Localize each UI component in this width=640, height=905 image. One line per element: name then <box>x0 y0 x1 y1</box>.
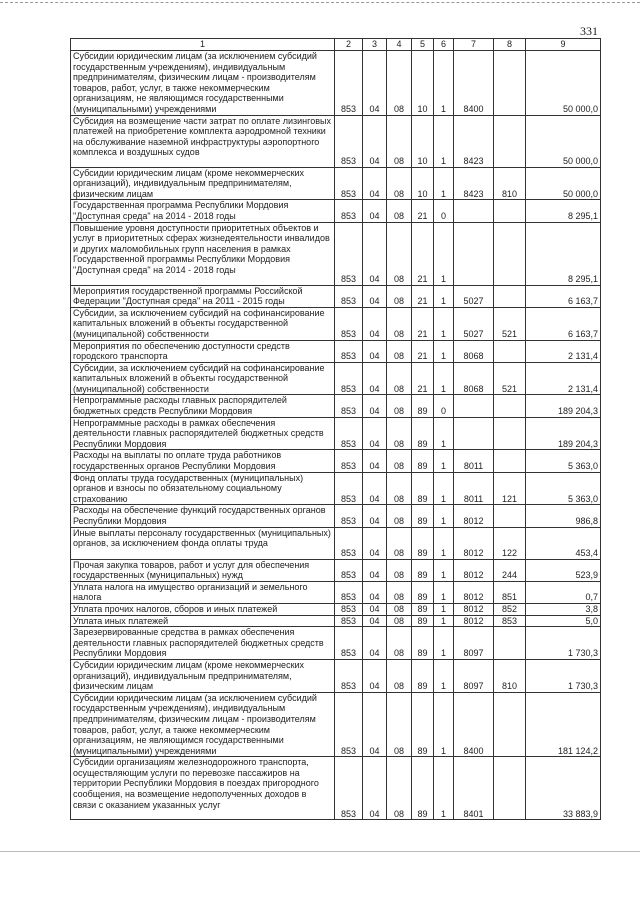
subprogram-cell: 0 <box>434 395 454 417</box>
program-cell: 21 <box>412 307 434 340</box>
table-row <box>71 417 601 450</box>
table-row <box>71 307 601 340</box>
expense-type-cell: 521 <box>494 362 526 395</box>
subprogram-cell: 1 <box>434 527 454 559</box>
code-cell: 853 <box>335 51 363 116</box>
amount-cell: 189 204,3 <box>526 417 601 450</box>
target-article-cell: 8011 <box>454 450 494 472</box>
row-name-cell: Уплата иных платежей <box>71 615 335 627</box>
row-name-cell: Иные выплаты персоналу государственных (муниципальных) органов, за исключением фонда оплаты труда <box>71 527 335 559</box>
program-cell: 89 <box>412 559 434 581</box>
bottom-border-line <box>0 851 640 852</box>
row-name-cell: Субсидии юридическим лицам (кроме некоммерческих организаций), индивидуальным предпринимателям, физическим лицам <box>71 659 335 692</box>
section-cell: 04 <box>363 505 387 527</box>
target-article-cell: 8012 <box>454 527 494 559</box>
section-cell: 04 <box>363 200 387 222</box>
budget-table <box>70 38 601 820</box>
program-cell: 21 <box>412 285 434 307</box>
amount-cell: 523,9 <box>526 559 601 581</box>
code-cell: 853 <box>335 450 363 472</box>
subsection-cell: 08 <box>387 615 412 627</box>
header-cell: 8 <box>494 39 526 51</box>
row-name-cell: Субсидии, за исключением субсидий на софинансирование капитальных вложений в объекты государственной (муниципальной) собственности <box>71 307 335 340</box>
subprogram-cell: 1 <box>434 692 454 757</box>
amount-cell: 6 163,7 <box>526 307 601 340</box>
code-cell: 853 <box>335 757 363 820</box>
table-row <box>71 559 601 581</box>
code-cell: 853 <box>335 559 363 581</box>
expense-type-cell <box>494 285 526 307</box>
subsection-cell: 08 <box>387 417 412 450</box>
code-cell: 853 <box>335 627 363 660</box>
expense-type-cell: 244 <box>494 559 526 581</box>
target-article-cell: 8012 <box>454 505 494 527</box>
section-cell: 04 <box>363 659 387 692</box>
row-name-cell: Субсидии юридическим лицам (за исключением субсидий государственным учреждениям), индивидуальным предпринимателям, физическим лицам - производителям товаров, работ, услуг, в также некоммерческим организациям, не являющимся государственными (муниципальными) учреждениями <box>71 51 335 116</box>
section-cell: 04 <box>363 222 387 285</box>
program-cell: 89 <box>412 450 434 472</box>
header-cell: 3 <box>363 39 387 51</box>
program-cell: 89 <box>412 395 434 417</box>
target-article-cell: 8068 <box>454 340 494 362</box>
subprogram-cell: 1 <box>434 627 454 660</box>
subsection-cell: 08 <box>387 167 412 200</box>
target-article-cell <box>454 200 494 222</box>
code-cell: 853 <box>335 362 363 395</box>
table-row <box>71 222 601 285</box>
table-body <box>71 51 601 820</box>
section-cell: 04 <box>363 167 387 200</box>
code-cell: 853 <box>335 395 363 417</box>
row-name-cell: Уплата налога на имущество организаций и земельного налога <box>71 581 335 603</box>
amount-cell: 2 131,4 <box>526 340 601 362</box>
expense-type-cell <box>494 200 526 222</box>
program-cell: 89 <box>412 615 434 627</box>
amount-cell: 181 124,2 <box>526 692 601 757</box>
table-row <box>71 285 601 307</box>
expense-type-cell: 851 <box>494 581 526 603</box>
subsection-cell: 08 <box>387 472 412 505</box>
section-cell: 04 <box>363 307 387 340</box>
table-row <box>71 615 601 627</box>
amount-cell: 33 883,9 <box>526 757 601 820</box>
program-cell: 89 <box>412 505 434 527</box>
subprogram-cell: 1 <box>434 307 454 340</box>
amount-cell: 50 000,0 <box>526 167 601 200</box>
target-article-cell: 5027 <box>454 307 494 340</box>
header-cell: 6 <box>434 39 454 51</box>
header-cell: 9 <box>526 39 601 51</box>
target-article-cell: 8012 <box>454 559 494 581</box>
target-article-cell: 8012 <box>454 615 494 627</box>
target-article-cell: 8097 <box>454 627 494 660</box>
expense-type-cell <box>494 222 526 285</box>
program-cell: 89 <box>412 627 434 660</box>
subprogram-cell: 1 <box>434 417 454 450</box>
code-cell: 853 <box>335 115 363 167</box>
row-name-cell: Расходы на обеспечение функций государственных органов Республики Мордовия <box>71 505 335 527</box>
program-cell: 89 <box>412 659 434 692</box>
header-cell: 7 <box>454 39 494 51</box>
subprogram-cell: 1 <box>434 340 454 362</box>
row-name-cell: Непрограммные расходы главных распорядителей бюджетных средств Республики Мордовия <box>71 395 335 417</box>
table-row <box>71 627 601 660</box>
program-cell: 89 <box>412 757 434 820</box>
amount-cell: 5,0 <box>526 615 601 627</box>
row-name-cell: Мероприятия государственной программы Российской Федерации "Доступная среда" на 2011 - 2015 годы <box>71 285 335 307</box>
section-cell: 04 <box>363 615 387 627</box>
subprogram-cell: 1 <box>434 581 454 603</box>
header-row <box>71 39 601 51</box>
subsection-cell: 08 <box>387 757 412 820</box>
program-cell: 10 <box>412 51 434 116</box>
expense-type-cell: 121 <box>494 472 526 505</box>
program-cell: 89 <box>412 692 434 757</box>
table-row <box>71 692 601 757</box>
row-name-cell: Расходы на выплаты по оплате труда работников государственных органов Республики Мордовия <box>71 450 335 472</box>
program-cell: 89 <box>412 472 434 505</box>
top-border-line <box>0 2 640 3</box>
target-article-cell: 8012 <box>454 603 494 615</box>
row-name-cell: Фонд оплаты труда государственных (муниципальных) органов и взносы по обязательному социальному страхованию <box>71 472 335 505</box>
subprogram-cell: 1 <box>434 603 454 615</box>
header-cell: 5 <box>412 39 434 51</box>
program-cell: 21 <box>412 340 434 362</box>
subsection-cell: 08 <box>387 285 412 307</box>
amount-cell: 50 000,0 <box>526 51 601 116</box>
subsection-cell: 08 <box>387 307 412 340</box>
code-cell: 853 <box>335 285 363 307</box>
section-cell: 04 <box>363 603 387 615</box>
subprogram-cell: 0 <box>434 200 454 222</box>
subsection-cell: 08 <box>387 340 412 362</box>
table-row <box>71 200 601 222</box>
subprogram-cell: 1 <box>434 472 454 505</box>
table-row <box>71 757 601 820</box>
subsection-cell: 08 <box>387 627 412 660</box>
row-name-cell: Субсидии юридическим лицам (за исключением субсидий государственным учреждениям), индивидуальным предпринимателям, физическим лицам - производителям товаров, работ, услуг, а также некоммерческим организациям, не являющимся государственными (муниципальными) учреждениями <box>71 692 335 757</box>
subprogram-cell: 1 <box>434 285 454 307</box>
code-cell: 853 <box>335 167 363 200</box>
expense-type-cell <box>494 417 526 450</box>
section-cell: 04 <box>363 627 387 660</box>
target-article-cell <box>454 395 494 417</box>
code-cell: 853 <box>335 417 363 450</box>
subprogram-cell: 1 <box>434 559 454 581</box>
expense-type-cell <box>494 450 526 472</box>
subprogram-cell: 1 <box>434 757 454 820</box>
subprogram-cell: 1 <box>434 51 454 116</box>
target-article-cell: 8068 <box>454 362 494 395</box>
header-cell: 2 <box>335 39 363 51</box>
header-cell: 4 <box>387 39 412 51</box>
row-name-cell: Государственная программа Республики Мордовия "Доступная среда" на 2014 - 2018 годы <box>71 200 335 222</box>
subsection-cell: 08 <box>387 362 412 395</box>
section-cell: 04 <box>363 527 387 559</box>
section-cell: 04 <box>363 417 387 450</box>
program-cell: 10 <box>412 167 434 200</box>
target-article-cell: 8423 <box>454 115 494 167</box>
table-row <box>71 115 601 167</box>
subprogram-cell: 1 <box>434 362 454 395</box>
expense-type-cell <box>494 51 526 116</box>
row-name-cell: Прочая закупка товаров, работ и услуг для обеспечения государственных (муниципальных) нужд <box>71 559 335 581</box>
expense-type-cell: 122 <box>494 527 526 559</box>
expense-type-cell <box>494 692 526 757</box>
section-cell: 04 <box>363 51 387 116</box>
row-name-cell: Мероприятия по обеспечению доступности средств городского транспорта <box>71 340 335 362</box>
table-row <box>71 362 601 395</box>
section-cell: 04 <box>363 757 387 820</box>
target-article-cell: 8012 <box>454 581 494 603</box>
header-cell: 1 <box>71 39 335 51</box>
subsection-cell: 08 <box>387 450 412 472</box>
section-cell: 04 <box>363 692 387 757</box>
expense-type-cell: 810 <box>494 659 526 692</box>
target-article-cell: 8401 <box>454 757 494 820</box>
program-cell: 21 <box>412 362 434 395</box>
program-cell: 89 <box>412 603 434 615</box>
section-cell: 04 <box>363 115 387 167</box>
expense-type-cell <box>494 340 526 362</box>
row-name-cell: Субсидии, за исключением субсидий на софинансирование капитальных вложений в объекты государственной (муниципальной) собственности <box>71 362 335 395</box>
amount-cell: 3,8 <box>526 603 601 615</box>
expense-type-cell <box>494 115 526 167</box>
subsection-cell: 08 <box>387 222 412 285</box>
amount-cell: 0,7 <box>526 581 601 603</box>
amount-cell: 8 295,1 <box>526 200 601 222</box>
subsection-cell: 08 <box>387 51 412 116</box>
program-cell: 89 <box>412 417 434 450</box>
program-cell: 89 <box>412 527 434 559</box>
expense-type-cell <box>494 757 526 820</box>
section-cell: 04 <box>363 395 387 417</box>
subsection-cell: 08 <box>387 559 412 581</box>
table-row <box>71 527 601 559</box>
expense-type-cell <box>494 505 526 527</box>
code-cell: 853 <box>335 615 363 627</box>
target-article-cell: 8400 <box>454 692 494 757</box>
target-article-cell: 8423 <box>454 167 494 200</box>
section-cell: 04 <box>363 362 387 395</box>
code-cell: 853 <box>335 505 363 527</box>
expense-type-cell <box>494 627 526 660</box>
subsection-cell: 08 <box>387 527 412 559</box>
table-row <box>71 450 601 472</box>
row-name-cell: Непрограммные расходы в рамках обеспечения деятельности главных распорядителей бюджетных средств Республики Мордовия <box>71 417 335 450</box>
code-cell: 853 <box>335 307 363 340</box>
target-article-cell: 5027 <box>454 285 494 307</box>
table-row <box>71 167 601 200</box>
section-cell: 04 <box>363 472 387 505</box>
subsection-cell: 08 <box>387 581 412 603</box>
subprogram-cell: 1 <box>434 505 454 527</box>
subsection-cell: 08 <box>387 200 412 222</box>
section-cell: 04 <box>363 340 387 362</box>
subprogram-cell: 1 <box>434 615 454 627</box>
code-cell: 853 <box>335 200 363 222</box>
expense-type-cell: 852 <box>494 603 526 615</box>
row-name-cell: Субсидии организациям железнодорожного транспорта, осуществляющим услуги по перевозке пассажиров на территории Республики Мордовия в поездах пригородного сообщения, на возмещение недополученных доходов в связи с оказанием указанных услуг <box>71 757 335 820</box>
subsection-cell: 08 <box>387 659 412 692</box>
table-row <box>71 505 601 527</box>
code-cell: 853 <box>335 659 363 692</box>
code-cell: 853 <box>335 222 363 285</box>
table-row <box>71 395 601 417</box>
table-row <box>71 472 601 505</box>
row-name-cell: Субсидии юридическим лицам (кроме некоммерческих организаций), индивидуальным предпринимателям, физическим лицам <box>71 167 335 200</box>
section-cell: 04 <box>363 285 387 307</box>
subprogram-cell: 1 <box>434 167 454 200</box>
subprogram-cell: 1 <box>434 115 454 167</box>
code-cell: 853 <box>335 603 363 615</box>
target-article-cell: 8097 <box>454 659 494 692</box>
expense-type-cell <box>494 395 526 417</box>
target-article-cell: 8400 <box>454 51 494 116</box>
amount-cell: 2 131,4 <box>526 362 601 395</box>
subprogram-cell: 1 <box>434 222 454 285</box>
subsection-cell: 08 <box>387 603 412 615</box>
subsection-cell: 08 <box>387 505 412 527</box>
target-article-cell: 8011 <box>454 472 494 505</box>
table-row <box>71 340 601 362</box>
page-number: 331 <box>580 24 598 38</box>
subsection-cell: 08 <box>387 395 412 417</box>
section-cell: 04 <box>363 581 387 603</box>
subsection-cell: 08 <box>387 115 412 167</box>
table-row <box>71 659 601 692</box>
program-cell: 21 <box>412 200 434 222</box>
table-row <box>71 581 601 603</box>
code-cell: 853 <box>335 340 363 362</box>
expense-type-cell: 810 <box>494 167 526 200</box>
amount-cell: 1 730,3 <box>526 659 601 692</box>
row-name-cell: Зарезервированные средства в рамках обеспечения деятельности главных распорядителей бюджетных средств Республики Мордовия <box>71 627 335 660</box>
amount-cell: 1 730,3 <box>526 627 601 660</box>
amount-cell: 189 204,3 <box>526 395 601 417</box>
code-cell: 853 <box>335 692 363 757</box>
target-article-cell <box>454 417 494 450</box>
amount-cell: 6 163,7 <box>526 285 601 307</box>
program-cell: 21 <box>412 222 434 285</box>
section-cell: 04 <box>363 450 387 472</box>
code-cell: 853 <box>335 527 363 559</box>
amount-cell: 453,4 <box>526 527 601 559</box>
amount-cell: 986,8 <box>526 505 601 527</box>
expense-type-cell: 853 <box>494 615 526 627</box>
amount-cell: 5 363,0 <box>526 472 601 505</box>
row-name-cell: Уплата прочих налогов, сборов и иных платежей <box>71 603 335 615</box>
row-name-cell: Повышение уровня доступности приоритетных объектов и услуг в приоритетных сферах жизнедеятельности инвалидов и других маломобильных групп населения в рамках Государственной программы Республики Мордовия "Доступная среда" на 2014 - 2018 годы <box>71 222 335 285</box>
amount-cell: 50 000,0 <box>526 115 601 167</box>
program-cell: 89 <box>412 581 434 603</box>
table-row <box>71 51 601 116</box>
subprogram-cell: 1 <box>434 659 454 692</box>
code-cell: 853 <box>335 472 363 505</box>
section-cell: 04 <box>363 559 387 581</box>
expense-type-cell: 521 <box>494 307 526 340</box>
program-cell: 10 <box>412 115 434 167</box>
amount-cell: 5 363,0 <box>526 450 601 472</box>
subprogram-cell: 1 <box>434 450 454 472</box>
target-article-cell <box>454 222 494 285</box>
amount-cell: 8 295,1 <box>526 222 601 285</box>
row-name-cell: Субсидия на возмещение части затрат по оплате лизинговых платежей на приобретение комплекта аэродромной техники на обслуживание наземной инфраструктуры аэропортного комплекса и воздушных судов <box>71 115 335 167</box>
subsection-cell: 08 <box>387 692 412 757</box>
code-cell: 853 <box>335 581 363 603</box>
table-row <box>71 603 601 615</box>
